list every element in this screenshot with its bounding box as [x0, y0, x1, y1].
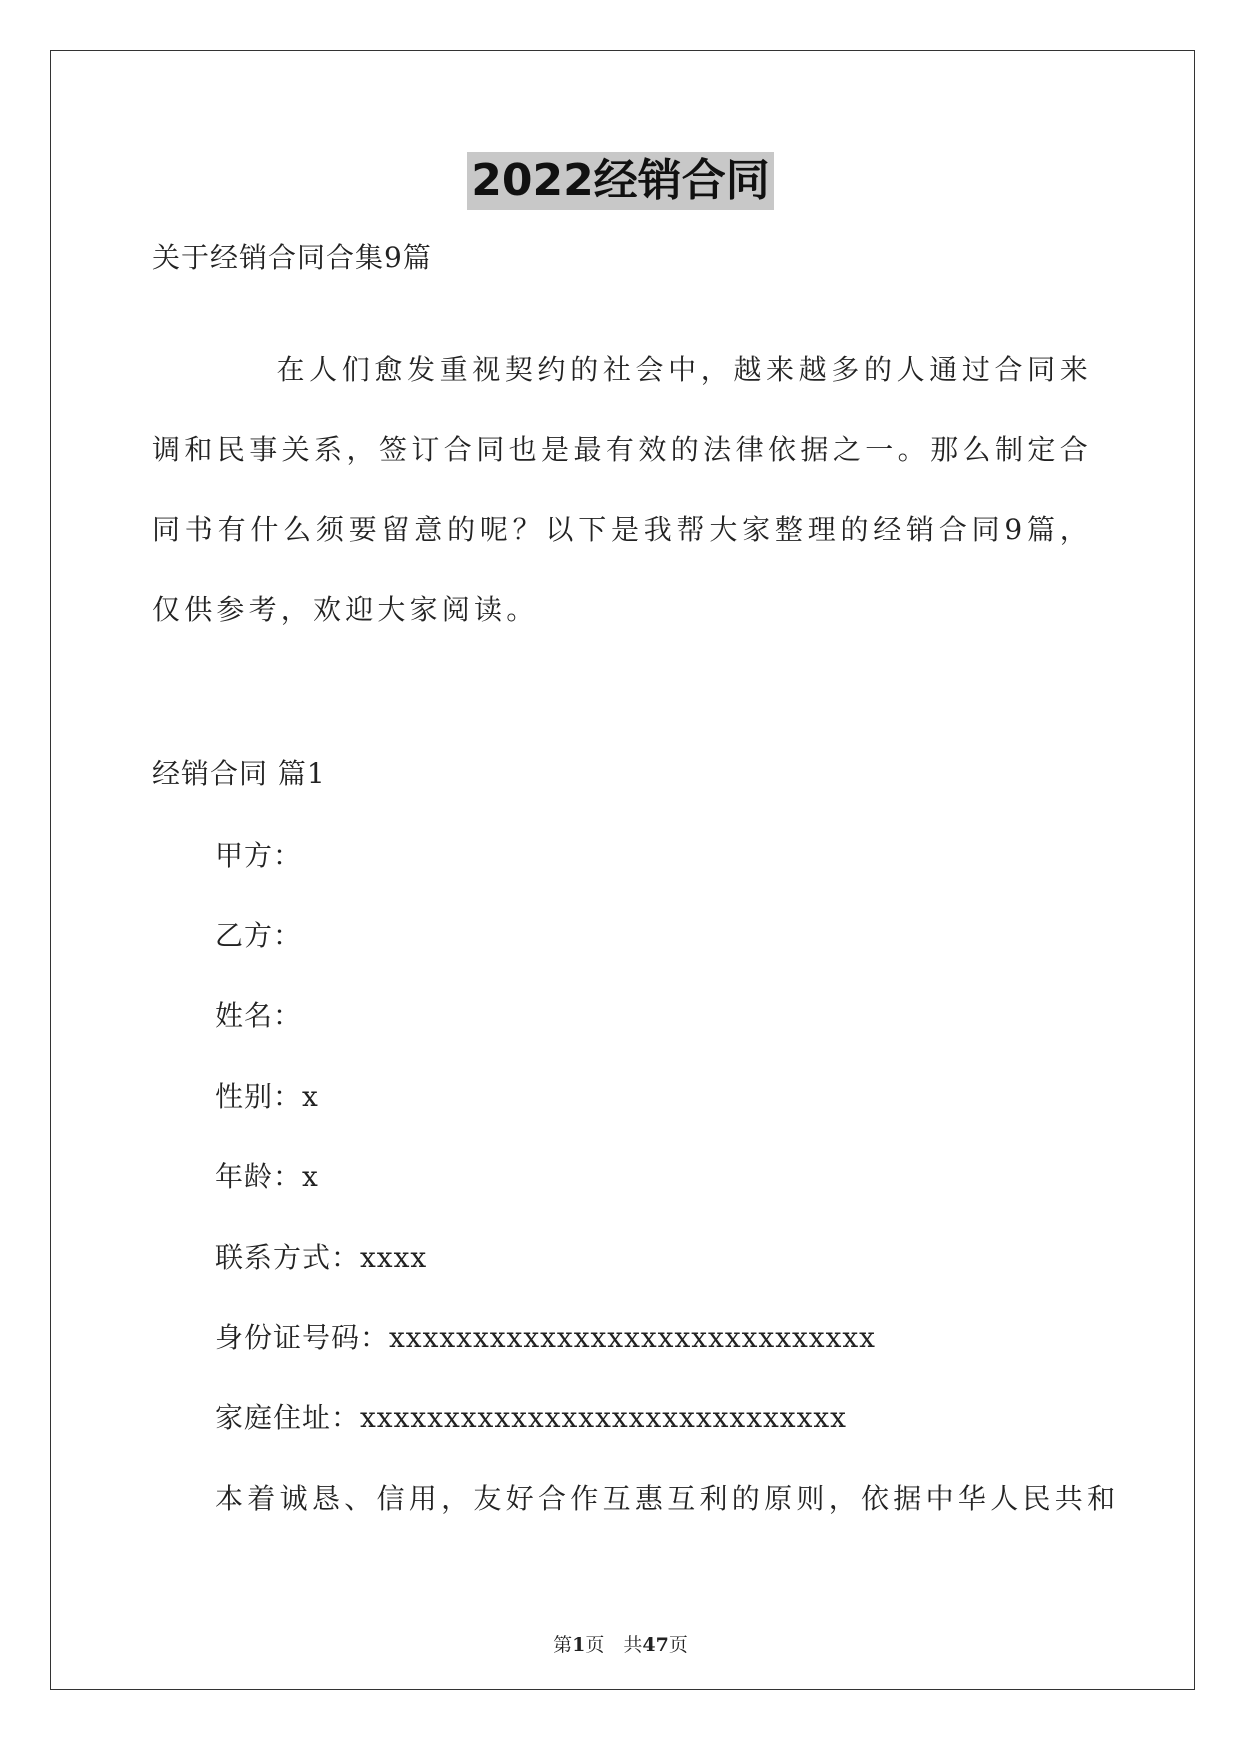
field-party-a: 甲方： [215, 839, 303, 872]
intro-paragraph [152, 330, 1092, 650]
footer-prefix: 第 [553, 1634, 573, 1656]
footer-total-pages: 47 [642, 1634, 669, 1656]
footer-mid: 页 共 [585, 1634, 643, 1656]
page-footer [0, 1630, 1241, 1657]
document-subtitle: 关于经销合同合集9篇 [152, 241, 432, 274]
document-title: 2022经销合同 [467, 152, 773, 210]
field-name: 姓名： [215, 999, 303, 1032]
field-party-b: 乙方： [215, 919, 303, 952]
footer-page-number: 1 [572, 1634, 586, 1656]
closing-line: 本着诚恳、信用，友好合作互惠互利的原则，依据中华人民共和 [215, 1482, 1120, 1515]
field-address: 家庭住址：xxxxxxxxxxxxxxxxxxxxxxxxxxxxx [215, 1401, 847, 1434]
field-age: 年龄：x [215, 1160, 319, 1193]
footer-suffix: 页 [668, 1634, 688, 1656]
intro-text: 在人们愈发重视契约的社会中，越来越多的人通过合同来调和民事关系，签订合同也是最有效的法律依据之一。那么制定合同书有什么须要留意的呢？以下是我帮大家整理的经销合同9篇，仅供参考，欢迎大家阅读。 [152, 353, 1092, 626]
section-heading: 经销合同 篇1 [152, 757, 326, 790]
field-contact: 联系方式：xxxx [215, 1241, 428, 1274]
field-id-number: 身份证号码：xxxxxxxxxxxxxxxxxxxxxxxxxxxxx [215, 1321, 876, 1354]
title-container [0, 152, 1241, 210]
field-gender: 性别：x [215, 1080, 319, 1113]
